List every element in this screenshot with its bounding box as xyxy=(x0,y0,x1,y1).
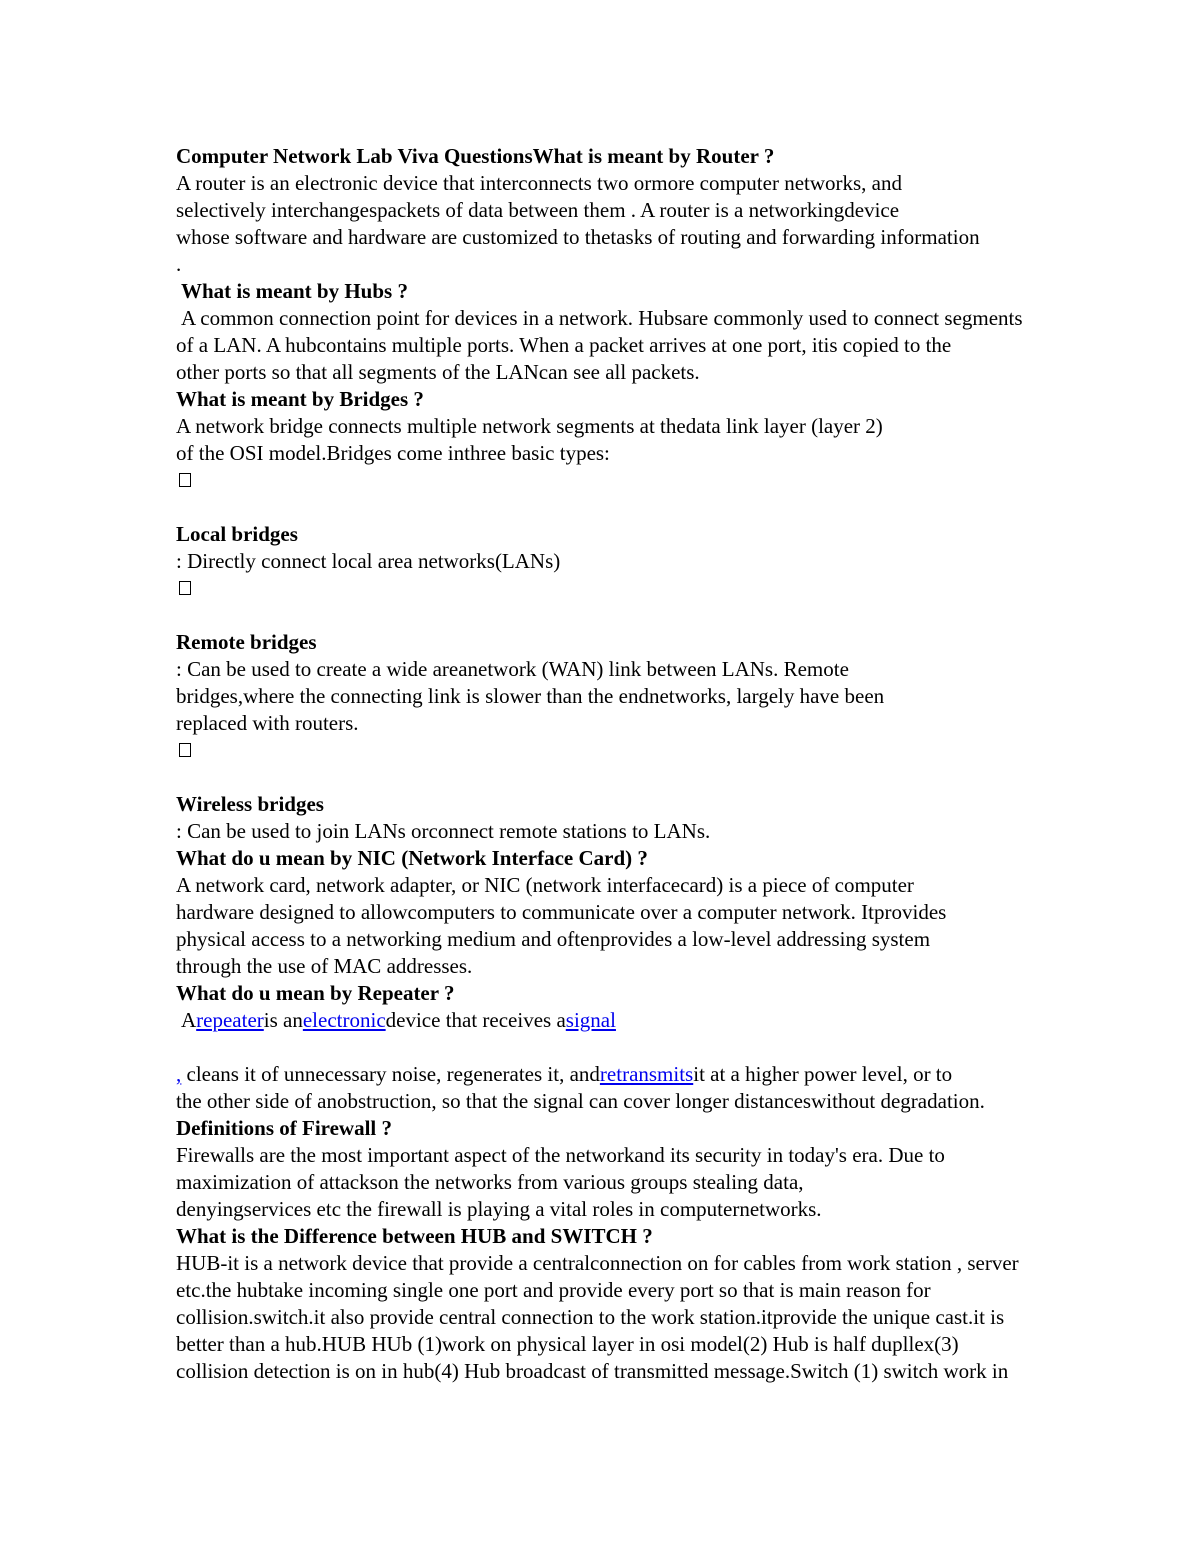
nic-line-1: A network card, network adapter, or NIC (network interfacecard) is a piece of computer xyxy=(176,873,914,897)
heading-local-bridges: Local bridges xyxy=(176,522,298,546)
router-line-1: A router is an electronic device that interconnects two ormore computer networks, and xyxy=(176,171,902,195)
firewall-line-1: Firewalls are the most important aspect of the networkand its security in today's era. Due to xyxy=(176,1143,945,1167)
spacer xyxy=(176,494,1036,521)
document-body xyxy=(176,143,1036,1385)
heading-repeater: What do u mean by Repeater ? xyxy=(176,981,455,1005)
remote-bridges-line-3: replaced with routers. xyxy=(176,711,359,735)
repeater-text-a: A xyxy=(181,1008,197,1032)
firewall-line-2: maximization of attackson the networks from various groups stealing data, xyxy=(176,1170,804,1194)
heading-hub-switch: What is the Difference between HUB and SWITCH ? xyxy=(176,1224,653,1248)
hub-switch-line-3: collision.switch.it also provide central connection to the work station.itprovide the unique cast.it is xyxy=(176,1305,1005,1329)
heading-wireless-bridges: Wireless bridges xyxy=(176,792,324,816)
link-electronic[interactable]: electronic xyxy=(302,1008,386,1032)
heading-nic: What do u mean by NIC (Network Interface Card) ? xyxy=(176,846,648,870)
hub-switch-line-4: better than a hub.HUB HUb (1)work on physical layer in osi model(2) Hub is half dupllex(3) xyxy=(176,1332,959,1356)
spacer xyxy=(176,602,1036,629)
link-retransmits[interactable]: retransmits xyxy=(599,1062,694,1086)
repeater-text-is-an: is an xyxy=(263,1008,303,1032)
heading-firewall: Definitions of Firewall ? xyxy=(176,1116,393,1140)
firewall-line-3: denyingservices etc the firewall is playing a vital roles in computernetworks. xyxy=(176,1197,822,1221)
remote-bridges-line-1: : Can be used to create a wide areanetwork (WAN) link between LANs. Remote xyxy=(176,657,849,681)
link-comma[interactable]: , xyxy=(176,1062,182,1086)
nic-line-2: hardware designed to allowcomputers to communicate over a computer network. Itprovides xyxy=(176,900,947,924)
bullet-box-icon xyxy=(176,575,1036,602)
nic-line-3: physical access to a networking medium and oftenprovides a low-level addressing system xyxy=(176,927,931,951)
hubs-line-2: of a LAN. A hubcontains multiple ports. When a packet arrives at one port, itis copied to the xyxy=(176,333,952,357)
heading-hubs: What is meant by Hubs ? xyxy=(181,279,408,303)
repeater-line-1 xyxy=(176,1007,1036,1034)
wireless-bridges-line-1: : Can be used to join LANs orconnect remote stations to LANs. xyxy=(176,819,711,843)
hub-switch-line-5: collision detection is on in hub(4) Hub broadcast of transmitted message.Switch (1) switch work in xyxy=(176,1359,1009,1383)
hubs-line-3: other ports so that all segments of the LANcan see all packets. xyxy=(176,360,700,384)
bullet-box-icon xyxy=(176,737,1036,764)
repeater-text-cleans: cleans it of unnecessary noise, regenerates it, and xyxy=(181,1062,600,1086)
remote-bridges-line-2: bridges,where the connecting link is slower than the endnetworks, largely have been xyxy=(176,684,885,708)
repeater-line-2 xyxy=(176,1061,1036,1088)
hubs-line-1: A common connection point for devices in a network. Hubsare commonly used to connect segments xyxy=(181,306,1023,330)
spacer xyxy=(176,764,1036,791)
router-line-2: selectively interchangespackets of data between them . A router is a networkingdevice xyxy=(176,198,900,222)
link-signal[interactable]: signal xyxy=(565,1008,616,1032)
nic-line-4: through the use of MAC addresses. xyxy=(176,954,473,978)
router-line-4: . xyxy=(176,252,182,276)
router-line-3: whose software and hardware are customized to thetasks of routing and forwarding information xyxy=(176,225,980,249)
hub-switch-line-1: HUB-it is a network device that provide a centralconnection on for cables from work station , server xyxy=(176,1251,1019,1275)
heading-router: Computer Network Lab Viva QuestionsWhat is meant by Router ? xyxy=(176,144,775,168)
spacer xyxy=(176,1034,1036,1061)
heading-remote-bridges: Remote bridges xyxy=(176,630,317,654)
heading-bridges: What is meant by Bridges ? xyxy=(176,387,424,411)
bullet-box-icon xyxy=(176,467,1036,494)
hub-switch-line-2: etc.the hubtake incoming single one port and provide every port so that is main reason for xyxy=(176,1278,931,1302)
repeater-text-device: device that receives a xyxy=(385,1008,566,1032)
repeater-line-3: the other side of anobstruction, so that the signal can cover longer distanceswithout degradation. xyxy=(176,1089,985,1113)
local-bridges-line-1: : Directly connect local area networks(LANs) xyxy=(176,549,561,573)
bridges-line-1: A network bridge connects multiple network segments at thedata link layer (layer 2) xyxy=(176,414,883,438)
link-repeater[interactable]: repeater xyxy=(196,1008,264,1032)
repeater-text-power: it at a higher power level, or to xyxy=(693,1062,953,1086)
bridges-line-2: of the OSI model.Bridges come inthree basic types: xyxy=(176,441,610,465)
